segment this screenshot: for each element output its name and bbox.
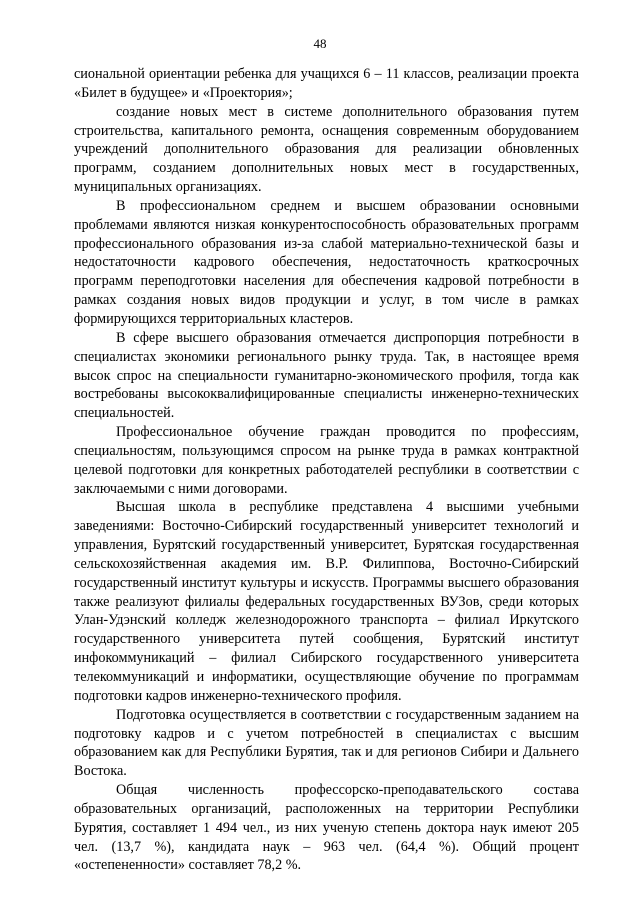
page-number: 48 — [313, 36, 327, 51]
paragraph: создание новых мест в системе дополнительного образования путем строительства, капитального ремонта, оснащения современным оборудованием учреждений дополнительного образования для реализации обновленных программ, созданием дополнительных новых мест в государственных, муниципальных организациях. — [74, 103, 579, 196]
paragraph: В сфере высшего образования отмечается диспропорция потребности в специалистах экономики регионального рынку труда. Так, в настоящее время высок спрос на специальности гуманитарно-экономического профиля, тогда как востребованы высококвалифицированные специалисты инженерно-технических специальностей. — [74, 329, 579, 422]
paragraph: сиональной ориентации ребенка для учащихся 6 – 11 классов, реализации проекта «Билет в будущее» и «Проектория»; — [74, 66, 579, 101]
paragraph: Подготовка осуществляется в соответствии с государственным заданием на подготовку кадров и с учетом потребностей в специалистах с высшим образованием как для Республики Бурятия, так и для регионов Сибири и Дальнего Востока. — [74, 706, 579, 780]
document-body — [74, 65, 579, 875]
paragraph: Профессиональное обучение граждан проводится по профессиям, специальностям, пользующимся спросом на рынке труда в рамках контрактной целевой подготовки для конкретных работодателей республики в соответствии с заключаемыми с ними договорами. — [74, 424, 579, 497]
paragraph: Высшая школа в республике представлена 4 высшими учебными заведениями: Восточно-Сибирский государственный университет технологий и управления, Бурятский государственный университет, Бурятская государственная сельскохозяйственная академия им. В.Р. Филиппова, Восточно-Сибирский государственный институт культуры и искусств. Программы высшего образования также реализуют филиалы федеральных государственных ВУЗов, среди которых Улан-Удэнский колледж железнодорожного транспорта – филиал Иркутского государственного университета путей сообщения, Бурятский институт инфокоммуникаций – филиал Сибирского государственного университета телекоммуникаций и информатики, осуществляющие обучение по программам подготовки кадров инженерно-технического профиля. — [74, 499, 579, 704]
paragraph: Общая численность профессорско-преподавательского состава образовательных организаций, расположенных на территории Республики Бурятия, составляет 1 494 чел., из них ученую степень доктора наук имеют 205 чел. (13,7 %), кандидата наук – 963 чел. (64,4 %). Общий процент «остепененности» составляет 78,2 %. — [74, 782, 579, 874]
paragraph: В профессиональном среднем и высшем образовании основными проблемами являются низкая конкурентоспособность образовательных программ профессионального образования из-за слабой материально-технической базы и недостаточности кадрового обеспечения, недостаточность краткосрочных программ переподготовки населения для обеспечения кадровой потребности в рамках создания новых видов продукции и услуг, в том числе в рамках формирующихся территориальных кластеров. — [74, 197, 579, 327]
